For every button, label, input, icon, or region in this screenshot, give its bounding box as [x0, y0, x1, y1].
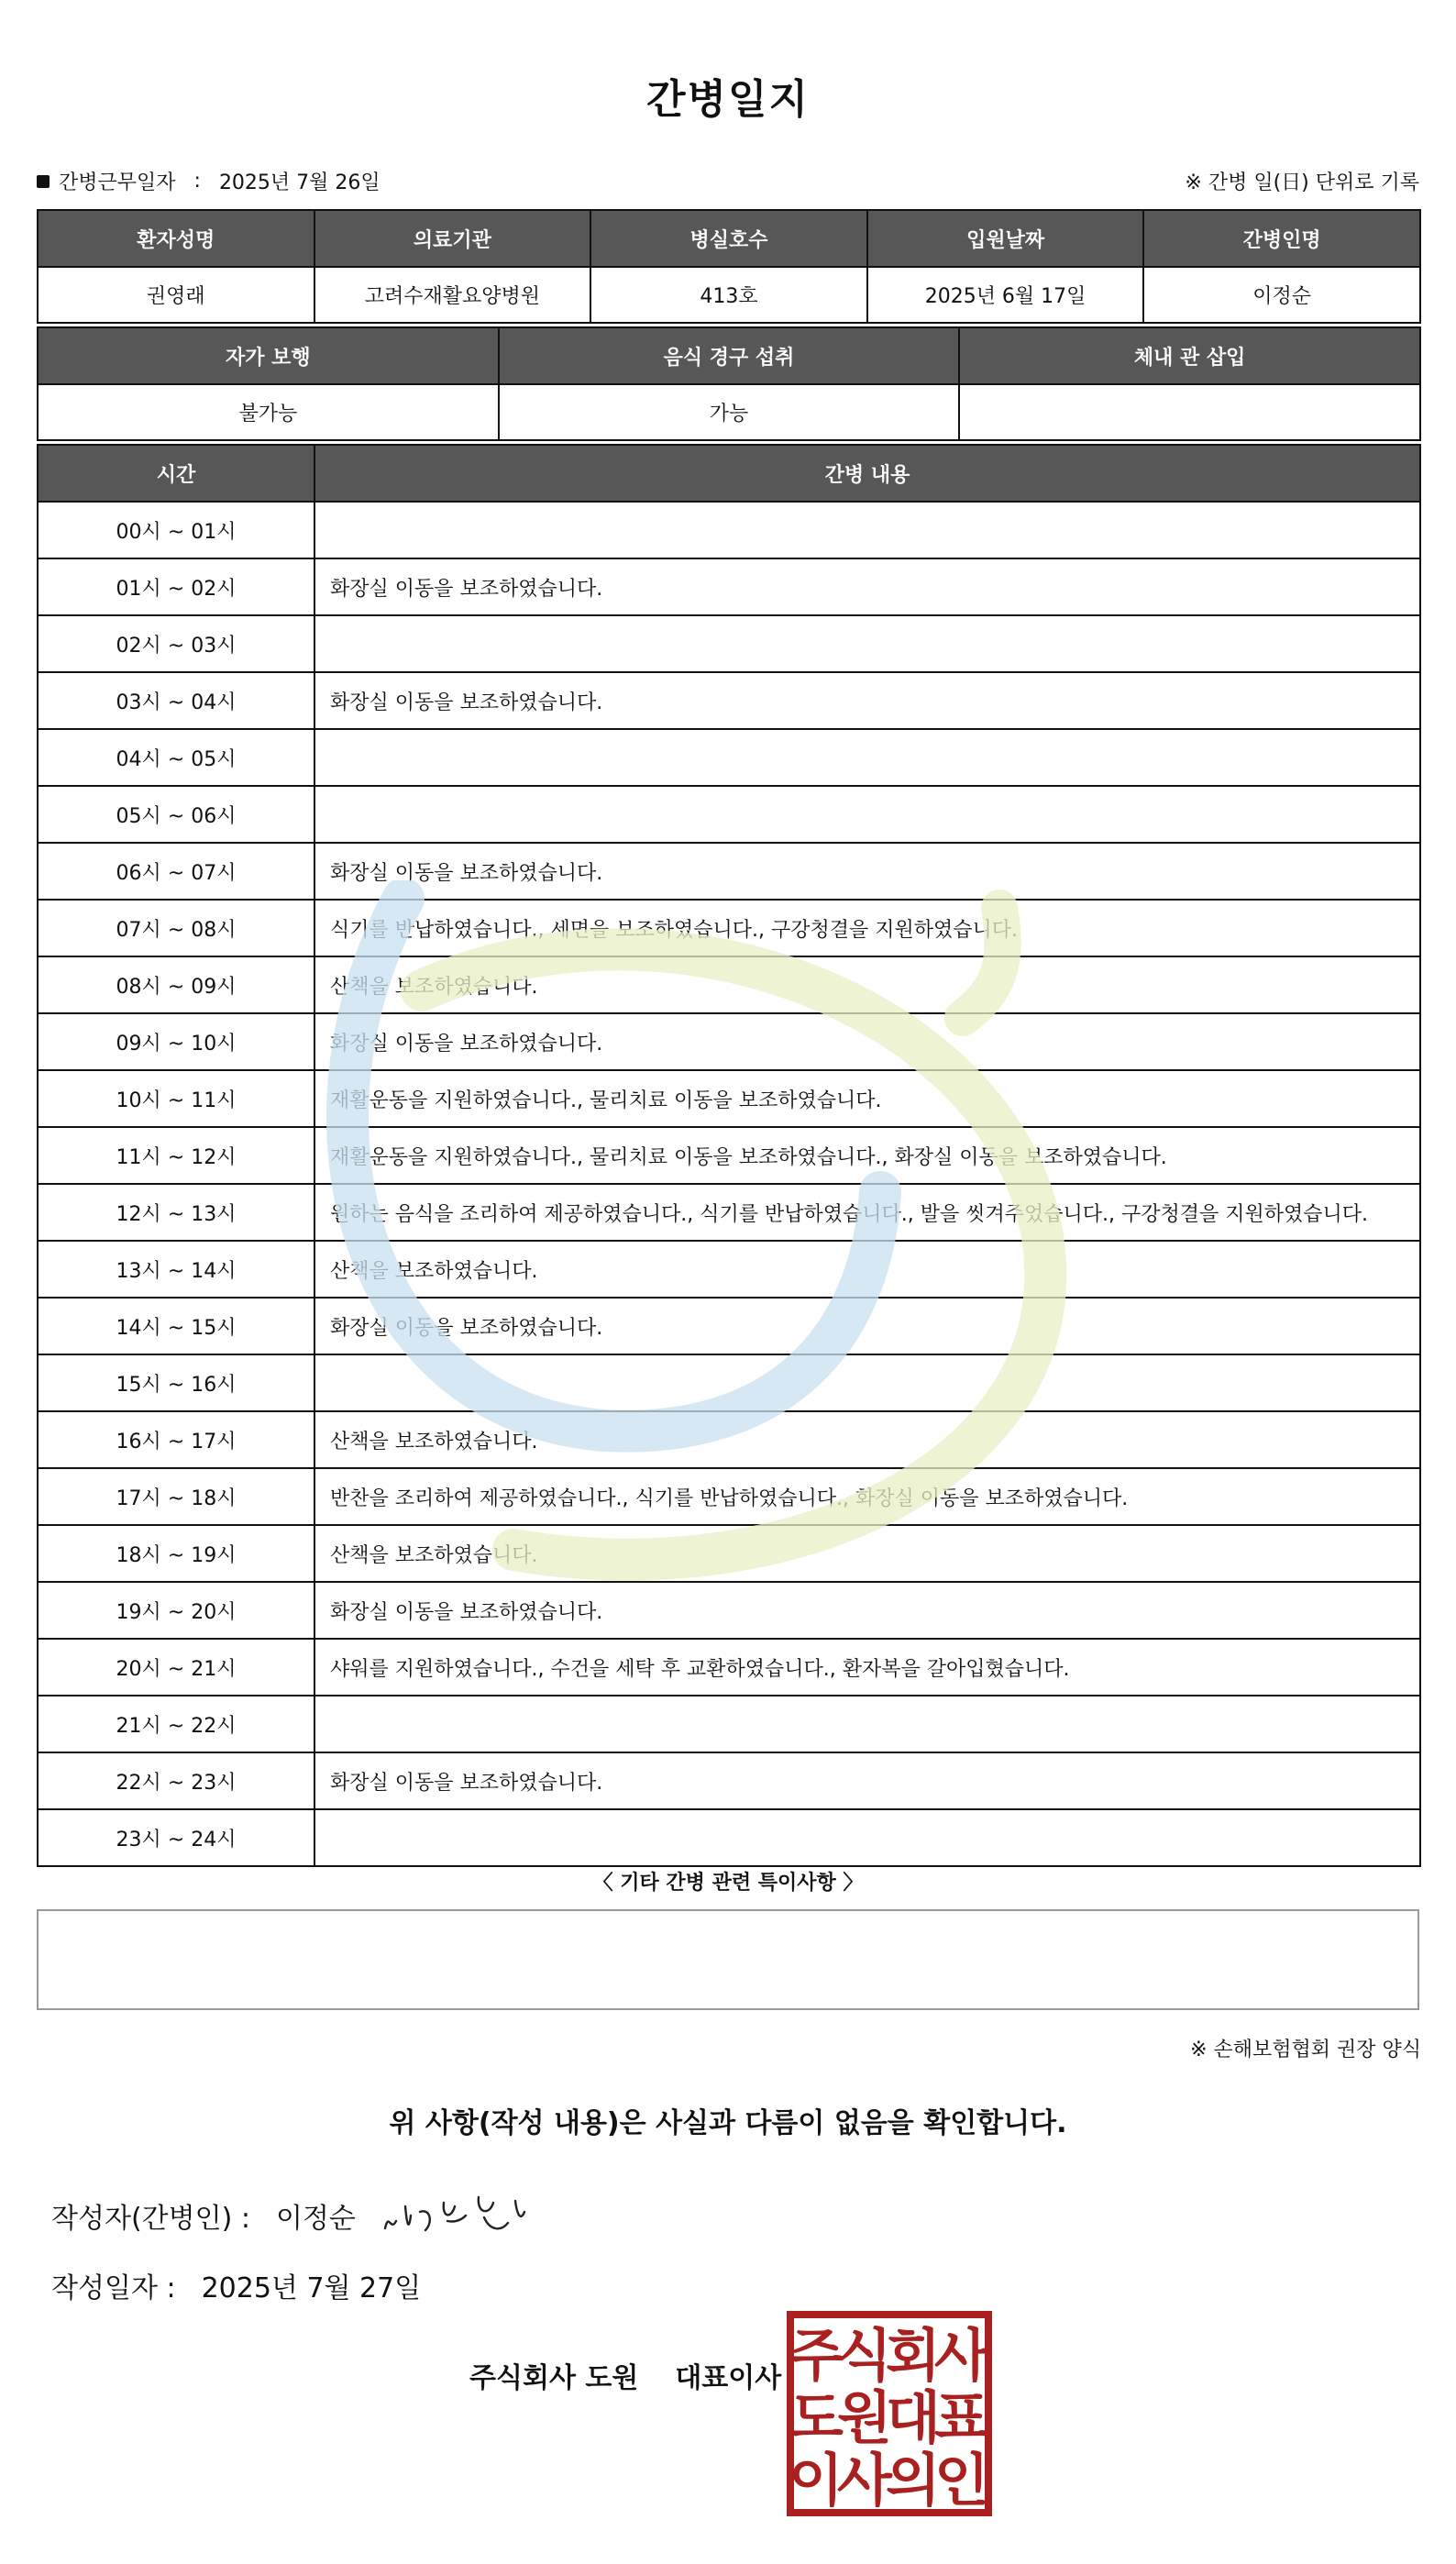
company-title: 대표이사 — [675, 2362, 782, 2394]
seal-glyph: 표 — [934, 2384, 989, 2451]
content-cell — [314, 502, 1420, 558]
status-header: 자가 보행 — [38, 327, 499, 384]
table-row — [38, 1241, 1420, 1298]
source-note: ※ 손해보험협회 권장 양식 — [1190, 2039, 1421, 2061]
table-row — [38, 1184, 1420, 1241]
seal-glyph: 회 — [886, 2322, 941, 2389]
content-cell: 화장실 이동을 보조하였습니다. — [314, 1582, 1420, 1639]
written-date-row — [51, 2265, 421, 2305]
handwritten-signature — [378, 2175, 543, 2249]
table-row — [38, 1696, 1420, 1752]
work-date-value: 2025년 7월 26일 — [218, 171, 381, 194]
time-cell: 06시 ~ 07시 — [38, 843, 314, 900]
table-row — [38, 956, 1420, 1013]
table-row — [38, 1411, 1420, 1468]
time-cell: 10시 ~ 11시 — [38, 1070, 314, 1127]
table-row — [38, 558, 1420, 615]
table-row — [38, 1354, 1420, 1411]
table-row — [38, 1070, 1420, 1127]
patient-header: 병실호수 — [590, 210, 867, 267]
room-number: 413호 — [590, 267, 867, 323]
content-header: 간병 내용 — [314, 445, 1420, 502]
seal-glyph: 대 — [886, 2384, 941, 2451]
time-cell: 17시 ~ 18시 — [38, 1468, 314, 1525]
time-cell: 14시 ~ 15시 — [38, 1298, 314, 1354]
tube-insertion-value — [959, 384, 1420, 440]
table-row — [38, 1013, 1420, 1070]
remarks-box — [37, 1909, 1419, 2010]
content-cell — [314, 1354, 1420, 1411]
patient-header: 간병인명 — [1143, 210, 1420, 267]
time-cell: 16시 ~ 17시 — [38, 1411, 314, 1468]
seal-glyph: 사 — [837, 2447, 892, 2514]
patient-header: 입원날짜 — [867, 210, 1144, 267]
time-cell: 23시 ~ 24시 — [38, 1809, 314, 1866]
seal-glyph: 도 — [789, 2384, 844, 2451]
table-row — [38, 900, 1420, 956]
time-cell: 19시 ~ 20시 — [38, 1582, 314, 1639]
company-signoff — [469, 2355, 781, 2395]
confirmation-statement: 위 사항(작성 내용)은 사실과 다름이 없음을 확인합니다. — [389, 2107, 1067, 2139]
seal-glyph: 원 — [837, 2384, 892, 2451]
seal-glyph: 식 — [837, 2322, 892, 2389]
time-cell: 12시 ~ 13시 — [38, 1184, 314, 1241]
written-date-value: 2025년 7월 27일 — [201, 2272, 422, 2304]
content-cell: 샤워를 지원하였습니다., 수건을 세탁 후 교환하였습니다., 환자복을 갈아입혔습니다. — [314, 1639, 1420, 1696]
content-cell: 화장실 이동을 보조하였습니다. — [314, 1298, 1420, 1354]
remarks-title: 〈 기타 간병 관련 특이사항 〉 — [592, 1872, 864, 1895]
patient-header: 의료기관 — [314, 210, 591, 267]
table-row — [38, 786, 1420, 843]
seal-glyph: 사 — [934, 2322, 989, 2389]
status-header: 음식 경구 섭취 — [499, 327, 960, 384]
content-cell: 화장실 이동을 보조하였습니다. — [314, 558, 1420, 615]
writer-label: 작성자(간병인) : — [51, 2203, 250, 2235]
time-header: 시간 — [38, 445, 314, 502]
content-cell: 화장실 이동을 보조하였습니다. — [314, 1752, 1420, 1809]
seal-glyphs — [789, 2322, 990, 2514]
table-row — [38, 1525, 1420, 1582]
time-cell: 01시 ~ 02시 — [38, 558, 314, 615]
writer-row — [51, 2195, 356, 2236]
time-cell: 04시 ~ 05시 — [38, 729, 314, 786]
meta-row — [37, 167, 1419, 194]
table-row — [38, 1809, 1420, 1866]
table-row — [38, 502, 1420, 558]
table-row — [38, 1752, 1420, 1809]
time-cell: 00시 ~ 01시 — [38, 502, 314, 558]
time-cell: 02시 ~ 03시 — [38, 615, 314, 672]
time-cell: 20시 ~ 21시 — [38, 1639, 314, 1696]
table-row — [38, 1298, 1420, 1354]
caregiver-name: 이정순 — [1143, 267, 1420, 323]
writer-name: 이정순 — [275, 2203, 356, 2235]
time-cell: 22시 ~ 23시 — [38, 1752, 314, 1809]
content-cell — [314, 786, 1420, 843]
content-cell — [314, 1809, 1420, 1866]
content-cell: 반찬을 조리하여 제공하였습니다., 식기를 반납하였습니다., 화장실 이동을 보조하였습니다. — [314, 1468, 1420, 1525]
status-table — [37, 326, 1421, 441]
content-cell: 화장실 이동을 보조하였습니다. — [314, 672, 1420, 729]
patient-table — [37, 209, 1421, 324]
self-walking-value: 불가능 — [38, 384, 499, 440]
time-cell: 08시 ~ 09시 — [38, 956, 314, 1013]
time-cell: 09시 ~ 10시 — [38, 1013, 314, 1070]
admission-date: 2025년 6월 17일 — [867, 267, 1144, 323]
content-cell: 산책을 보조하였습니다. — [314, 1411, 1420, 1468]
table-row — [38, 1468, 1420, 1525]
table-row — [38, 1639, 1420, 1696]
content-cell — [314, 1696, 1420, 1752]
patient-header: 환자성명 — [38, 210, 314, 267]
content-cell: 화장실 이동을 보조하였습니다. — [314, 843, 1420, 900]
content-cell: 산책을 보조하였습니다. — [314, 1525, 1420, 1582]
time-cell: 05시 ~ 06시 — [38, 786, 314, 843]
seal-glyph: 주 — [789, 2322, 844, 2389]
time-cell: 15시 ~ 16시 — [38, 1354, 314, 1411]
content-cell: 식기를 반납하였습니다., 세면을 보조하였습니다., 구강청결을 지원하였습니다. — [314, 900, 1420, 956]
care-log-table — [37, 444, 1421, 1867]
square-bullet-icon — [37, 175, 50, 188]
content-cell: 산책을 보조하였습니다. — [314, 956, 1420, 1013]
content-cell: 원하는 음식을 조리하여 제공하였습니다., 식기를 반납하였습니다., 발을 씻겨주었습니다., 구강청결을 지원하였습니다. — [314, 1184, 1420, 1241]
content-cell — [314, 729, 1420, 786]
time-cell: 18시 ~ 19시 — [38, 1525, 314, 1582]
written-date-label: 작성일자 : — [51, 2272, 176, 2304]
oral-intake-value: 가능 — [499, 384, 960, 440]
table-row — [38, 672, 1420, 729]
table-row — [38, 1127, 1420, 1184]
content-cell: 화장실 이동을 보조하였습니다. — [314, 1013, 1420, 1070]
time-cell: 13시 ~ 14시 — [38, 1241, 314, 1298]
table-row — [38, 729, 1420, 786]
work-date-separator: : — [193, 170, 201, 193]
seal-glyph: 인 — [934, 2447, 989, 2514]
time-cell: 21시 ~ 22시 — [38, 1696, 314, 1752]
work-date-label: 간병근무일자 — [59, 171, 176, 194]
work-date — [37, 167, 381, 195]
time-cell: 11시 ~ 12시 — [38, 1127, 314, 1184]
content-cell: 재활운동을 지원하였습니다., 물리치료 이동을 보조하였습니다., 화장실 이동을 보조하였습니다. — [314, 1127, 1420, 1184]
patient-name: 권영래 — [38, 267, 314, 323]
page-title: 간병일지 — [645, 76, 810, 123]
company-name: 주식회사 도원 — [469, 2362, 639, 2394]
content-cell: 재활운동을 지원하였습니다., 물리치료 이동을 보조하였습니다. — [314, 1070, 1420, 1127]
content-cell — [314, 615, 1420, 672]
company-seal-stamp — [787, 2311, 992, 2516]
status-header: 체내 관 삽입 — [959, 327, 1420, 384]
hospital-name: 고려수재활요양병원 — [314, 267, 591, 323]
table-row — [38, 615, 1420, 672]
seal-glyph: 이 — [789, 2447, 844, 2514]
content-cell: 산책을 보조하였습니다. — [314, 1241, 1420, 1298]
unit-note: ※ 간병 일(日) 단위로 기록 — [1185, 171, 1419, 194]
table-row — [38, 843, 1420, 900]
table-row — [38, 1582, 1420, 1639]
time-cell: 07시 ~ 08시 — [38, 900, 314, 956]
time-cell: 03시 ~ 04시 — [38, 672, 314, 729]
seal-glyph: 의 — [886, 2447, 941, 2514]
